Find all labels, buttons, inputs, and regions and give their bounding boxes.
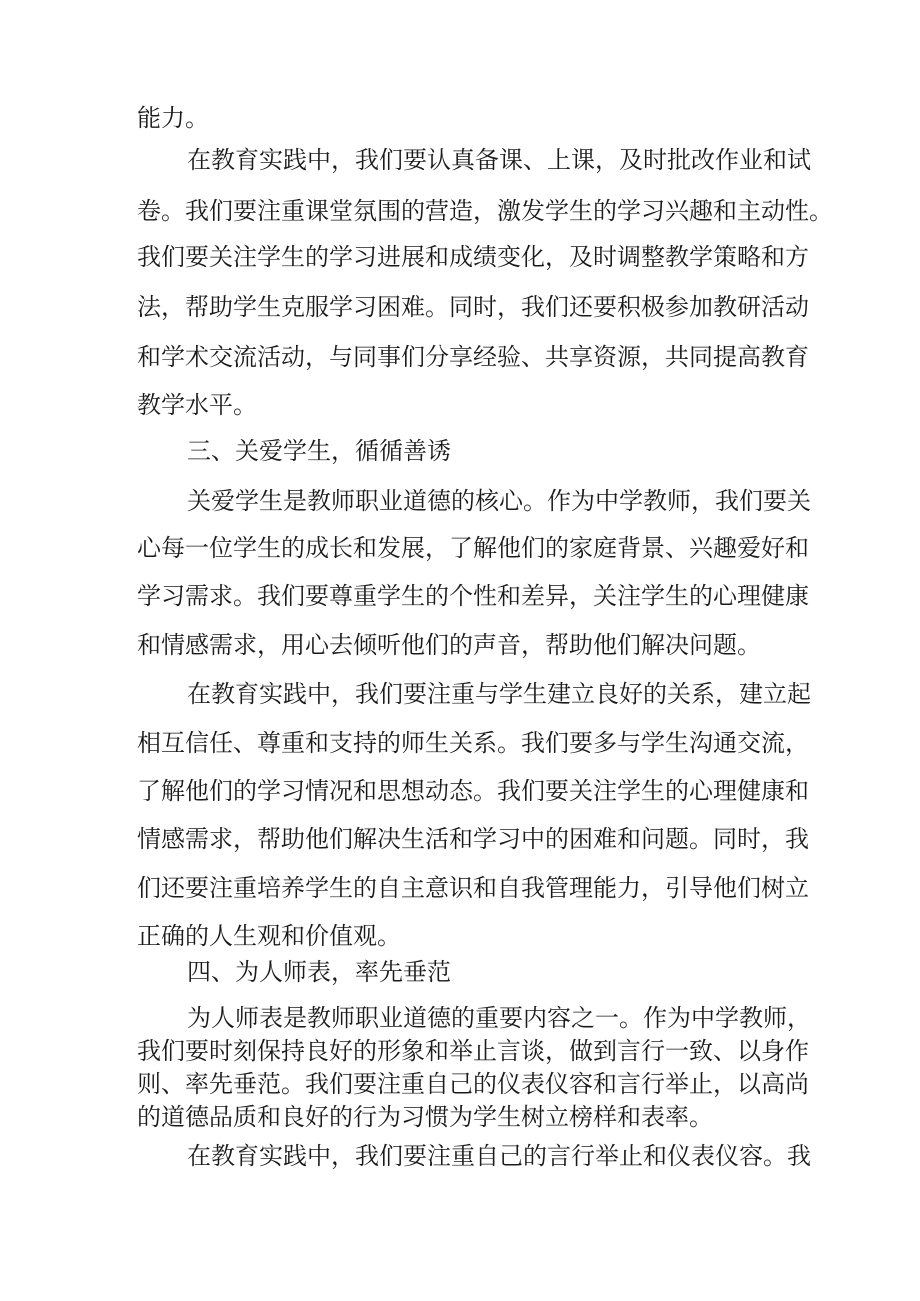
text-line: 则、率先垂范。我们要注重自己的仪表仪容和言行举止，以高尚 — [137, 1070, 809, 1098]
text-line: 的道德品质和良好的行为习惯为学生树立榜样和表率。 — [137, 1103, 713, 1131]
text-line: 情感需求，帮助他们解决生活和学习中的困难和问题。同时，我 — [137, 825, 809, 853]
text-line: 学习需求。我们要尊重学生的个性和差异，关注学生的心理健康 — [137, 582, 809, 610]
text-line: 为人师表是教师职业道德的重要内容之一。作为中学教师， — [187, 1004, 811, 1032]
text-line: 和学术交流活动，与同事们分享经验、共享资源，共同提高教育 — [137, 343, 809, 371]
text-line: 心每一位学生的成长和发展，了解他们的家庭背景、兴趣爱好和 — [137, 534, 809, 562]
text-line: 相互信任、尊重和支持的师生关系。我们要多与学生沟通交流， — [137, 729, 809, 757]
text-line: 我们要关注学生的学习进展和成绩变化，及时调整教学策略和方 — [137, 243, 809, 271]
text-line: 能力。 — [137, 104, 209, 132]
text-line: 我们要时刻保持良好的形象和举止言谈，做到言行一致、以身作 — [137, 1037, 809, 1065]
text-line: 在教育实践中，我们要注重与学生建立良好的关系，建立起 — [187, 680, 811, 708]
text-line: 在教育实践中，我们要认真备课、上课，及时批改作业和试 — [187, 146, 811, 174]
text-line: 了解他们的学习情况和思想动态。我们要关注学生的心理健康和 — [137, 777, 809, 805]
section-heading: 四、为人师表，率先垂范 — [187, 958, 451, 986]
text-line: 关爱学生是教师职业道德的核心。作为中学教师，我们要关 — [187, 487, 811, 515]
section-heading: 三、关爱学生，循循善诱 — [187, 437, 451, 465]
text-line: 教学水平。 — [137, 391, 257, 419]
text-line: 和情感需求，用心去倾听他们的声音，帮助他们解决问题。 — [137, 631, 761, 659]
text-line: 法，帮助学生克服学习困难。同时，我们还要积极参加教研活动 — [137, 293, 809, 321]
text-line: 们还要注重培养学生的自主意识和自我管理能力，引导他们树立 — [137, 874, 809, 902]
text-line: 卷。我们要注重课堂氛围的营造，激发学生的学习兴趣和主动性。 — [137, 197, 833, 225]
text-line: 正确的人生观和价值观。 — [137, 922, 401, 950]
text-line: 在教育实践中，我们要注重自己的言行举止和仪表仪容。我 — [187, 1142, 811, 1170]
